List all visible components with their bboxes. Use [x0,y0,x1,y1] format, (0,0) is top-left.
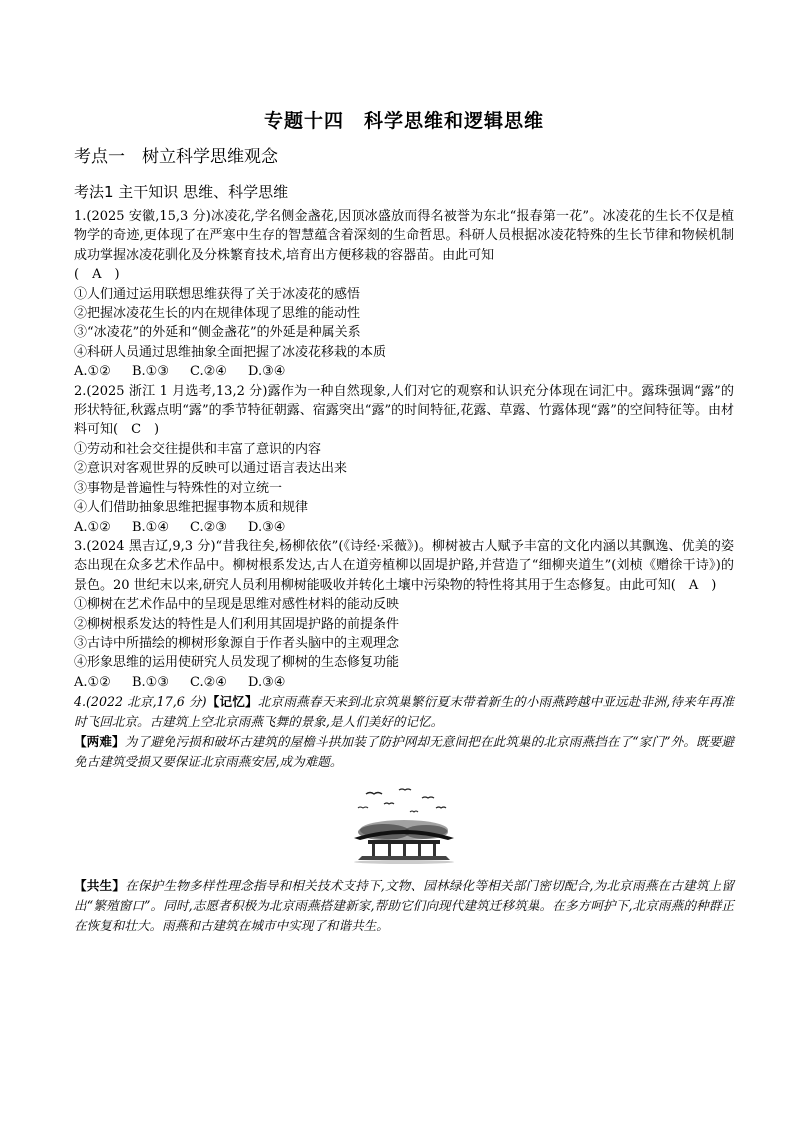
question-header: 4.(2022 北京,17,6 分) [74,694,207,710]
option-d: D.③④ [248,674,286,690]
section-heading: 考点一 树立科学思维观念 [74,147,278,167]
memory-text: 北京雨燕春天来到北京筑巢繁衍夏末带着新生的小雨燕跨越中亚远赴非洲,待来年再准时飞回北京。古建筑上空北京雨燕飞舞的景象,是人们美好的记忆。 [74,694,734,730]
option-a: A.①② [74,674,111,690]
dilemma-tag: 【两难】 [74,734,125,750]
question-3 [74,537,734,692]
question-2 [74,382,734,537]
option-c: C.②④ [190,674,227,690]
statement-item: ①柳树在艺术作品中的呈现是思维对感性材料的能动反映 [74,597,400,613]
answer-options [74,673,734,692]
coexistence-paragraph [74,876,734,936]
statement-item: ①劳动和社会交往提供和丰富了意识的内容 [74,441,322,457]
option-c: C.②③ [190,519,227,535]
statement-item: ③事物是普遍性与特殊性的对立统一 [74,480,283,496]
option-a: A.①② [74,519,111,535]
question-4 [74,692,734,936]
coexistence-tag: 【共生】 [74,878,126,894]
method-heading: 考法1 主干知识 思维、科学思维 [74,183,289,201]
answer-options [74,518,734,537]
option-d: D.③④ [248,364,286,380]
topic-title: 专题十四 科学思维和逻辑思维 [263,110,544,132]
option-b: B.①④ [132,519,169,535]
swifts-over-ancient-building-illustration [344,786,464,864]
option-a: A.①② [74,364,111,380]
statement-item: ④科研人员通过思维抽象全面把握了冰凌花移栽的本质 [74,344,387,360]
question-stem: 2.(2025 浙江 1 月选考,13,2 分)露作为一种自然现象,人们对它的观察和认识充分体现在词汇中。露珠强调“露”的形状特征,秋露点明“露”的季节特征朝露、宿露突出“露”的时间特征,花露、草露、竹露体现“露”的空间特征等。由材料可知( C ) [74,383,734,438]
option-b: B.①③ [132,364,169,380]
answer-mark: ( A ) [74,267,120,283]
statement-item: ②把握冰凌花生长的内在规律体现了思维的能动性 [74,306,361,322]
option-b: B.①③ [132,674,169,690]
question-stem: 1.(2025 安徽,15,3 分)冰凌花,学名侧金盏花,因顶冰盛放而得名被誉为东北“报春第一花”。冰凌花的生长不仅是植物学的奇迹,更体现了在严寒中生存的智慧蕴含着深刻的生命哲思。科研人员根据冰凌花特殊的生长节律和物候机制成功掌握冰凌花驯化及分株繁育技术,培育出方便移栽的容器苗。由此可知 [74,209,734,263]
answer-options [74,362,734,381]
memory-tag: 【记忆】 [206,694,258,710]
statement-item: ④形象思维的运用使研究人员发现了柳树的生态修复功能 [74,655,400,671]
statement-item: ③“冰凌花”的外延和“侧金盏花”的外延是种属关系 [74,325,361,341]
statement-item: ②意识对客观世界的反映可以通过语言表达出来 [74,461,348,477]
question-1 [74,207,734,382]
statement-item: ②柳树根系发达的特性是人们利用其固堤护路的前提条件 [74,616,400,632]
statement-item: ③古诗中所描绘的柳树形象源自于作者头脑中的主观理念 [74,635,400,651]
option-c: C.②④ [190,364,227,380]
statement-item: ④人们借助抽象思维把握事物本质和规律 [74,500,309,516]
document-page [74,100,734,936]
option-d: D.③④ [248,519,286,535]
coexistence-text: 在保护生物多样性理念指导和相关技术支持下,文物、园林绿化等相关部门密切配合,为北京雨燕在古建筑上留出“繁殖窗口”。同时,志愿者积极为北京雨燕搭建新家,帮助它们向现代建筑迁移筑巢。在多方呵护下,北京雨燕的种群正在恢复和壮大。雨燕和古建筑在城市中实现了和谐共生。 [74,878,734,934]
memory-paragraph [74,692,734,732]
dilemma-paragraph [74,732,734,772]
statement-item: ①人们通过运用联想思维获得了关于冰凌花的感悟 [74,286,361,302]
question-stem: 3.(2024 黑吉辽,9,3 分)“昔我往矣,杨柳依依”(《诗经·采薇》)。柳树被古人赋予丰富的文化内涵以其飘逸、优美的姿态出现在众多艺术作品中。柳树根系发达,古人在道旁植柳以固堤护路,并营造了“细柳夹道生”(刘桢《赠徐干诗》)的景色。20 世纪末以来,研究人员利用柳树能吸收并转化土壤中污染物的特性将其用于生态修复。由此可知( A ) [74,538,734,593]
dilemma-text: 为了避免污损和破坏古建筑的屋檐斗拱加装了防护网却无意间把在此筑巢的北京雨燕挡在了“家门”外。既要避免古建筑受损又要保证北京雨燕安居,成为难题。 [74,734,734,770]
